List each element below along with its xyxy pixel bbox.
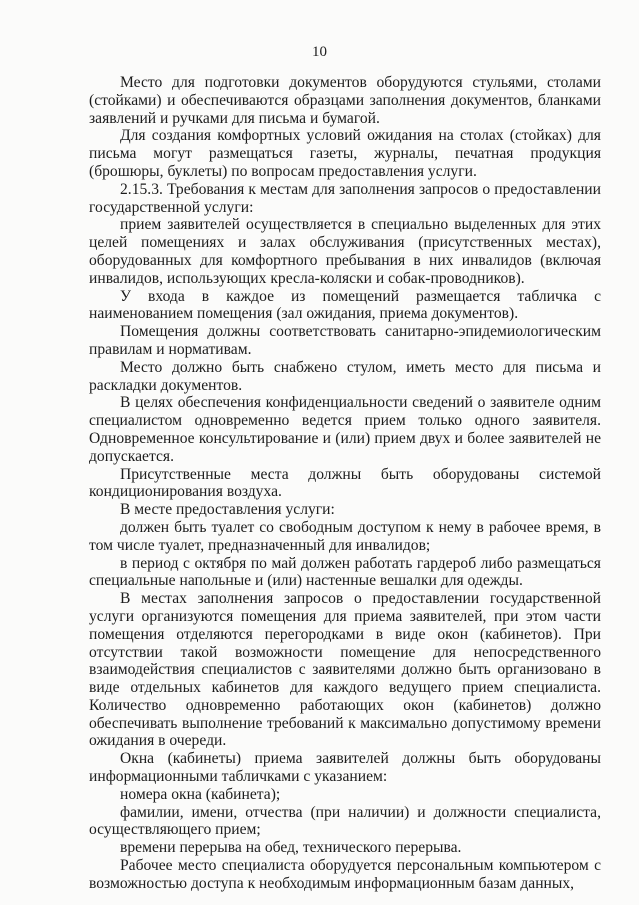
paragraph-entrance-sign: У входа в каждое из помещений размещается табличка с наименованием помещения (зал ожидания, приема документов).	[89, 287, 601, 323]
paragraph-information-signs: Окна (кабинеты) приема заявителей должны быть оборудованы информационными табличками с указанием:	[89, 750, 601, 786]
paragraph-confidentiality: В целях обеспечения конфиденциальности сведений о заявителе одним специалистом одновременно ведется прием только одного заявителя. Одновременное консультирование и (или) прием двух и более заявителей не допускается.	[89, 394, 601, 465]
paragraph-reception-of-applicants: прием заявителей осуществляется в специально выделенных для этих целей помещениях и залах обслуживания (присутственных местах), оборудованных для комфортного пребывания в них инвалидов (включая инвалидов, использующих кресла-коляски и собак-проводников).	[89, 216, 601, 287]
paragraph-cloakroom: в период с октября по май должен работать гардероб либо размещаться специальные напольные и (или) настенные вешалки для одежды.	[89, 554, 601, 590]
document-body	[89, 74, 601, 893]
paragraph-air-conditioning: Присутственные места должны быть оборудованы системой кондиционирования воздуха.	[89, 465, 601, 501]
page-number: 10	[312, 44, 327, 60]
list-item-window-number: номера окна (кабинета);	[120, 785, 281, 803]
paragraph-waiting-conditions: Для создания комфортных условий ожидания на столах (стойках) для письма могут размещаться газеты, журналы, печатная продукция (брошюры, буклеты) по вопросам предоставления услуги.	[89, 127, 601, 180]
paragraph-sanitary-requirements: Помещения должны соответствовать санитарно-эпидемиологическим правилам и нормативам.	[89, 323, 601, 358]
list-item-specialist-name: фамилии, имени, отчества (при наличии) и должности специалиста, осуществляющего прием;	[89, 803, 601, 839]
paragraph-toilet: должен быть туалет со свободным доступом к нему в рабочее время, в том числе туалет, предназначенный для инвалидов;	[89, 518, 601, 554]
list-item-break-time: времени перерыва на обед, технического перерыва.	[120, 839, 462, 857]
paragraph-workplace-chair: Место должно быть снабжено стулом, иметь место для письма и раскладки документов.	[89, 358, 601, 394]
paragraph-section-heading-2-15-3: 2.15.3. Требования к местам для заполнения запросов о предоставлении государственной услуги:	[89, 180, 601, 216]
paragraph-specialist-workplace: Рабочее место специалиста оборудуется персональным компьютером с возможностью доступа к необходимым информационным базам данных,	[89, 857, 601, 892]
paragraph-document-preparation-place: Место для подготовки документов оборудуются стульями, столами (стойками) и обеспечиваются образцами заполнения документов, бланками заявлений и ручками для письма и бумагой.	[89, 74, 601, 127]
paragraph-service-place-heading: В месте предоставления услуги:	[120, 501, 335, 519]
paragraph-reception-rooms: В местах заполнения запросов о предоставлении государственной услуги организуются помещения для приема заявителей, при этом части помещения отделяются перегородками в виде окон (кабинетов). При отсутствии такой возможности помещение для непосредственного взаимодействия специалистов с заявителями должно быть организовано в виде отдельных кабинетов для каждого ведущего прием специалиста. Количество одновременно работающих окон (кабинетов) должно обеспечивать выполнение требований к максимально допустимому времени ожидания в очереди.	[89, 590, 601, 750]
